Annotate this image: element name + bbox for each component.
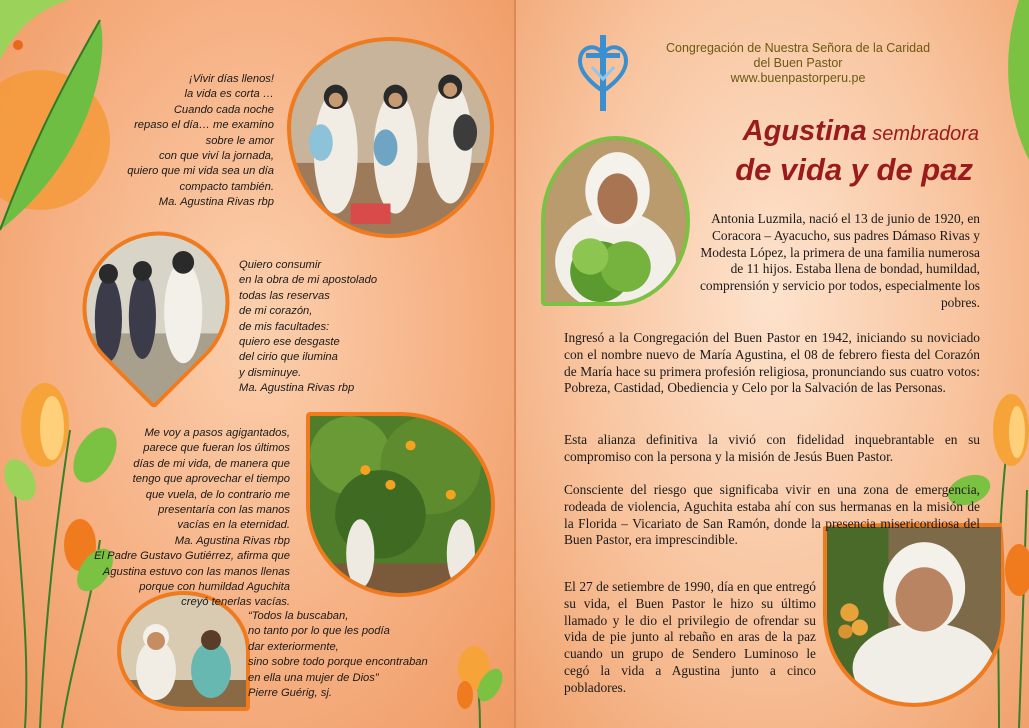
bio-paragraph-2: Ingresó a la Congregación del Buen Pastor en 1942, iniciando su noviciado con el nombre nuevo de María Agustina, el 08 de febrero fiesta del Corazón de María hace su primera profesión religiosa, pronunciando sus cuatro votos: Pobreza, Castidad, Obediencia y Celo por la Salvación de las Personas. [564,330,980,396]
photo-nuns-with-babies [287,37,494,238]
photo-orange-tree-harvest [306,412,495,597]
quote-line: en la obra de mi apostolado [239,274,378,287]
org-website: www.buenpastorperu.pe [730,71,866,85]
bio-paragraph-3: Esta alianza definitiva la vivió con fidelidad inquebrantable en su compromiso con la persona y la misión de Jesús Buen Pastor. [564,432,980,464]
quote-line: quiero ese desgaste [239,336,340,349]
quote-line: sino sobre todo porque encontraban [248,656,428,669]
quote-line: repaso el día… me examino [134,119,274,132]
photo-agustina-smiling [823,523,1005,707]
quote-line: días de mi vida, de manera que [133,457,290,470]
quote-line: quiero que mi vida sea un día [127,165,274,178]
quote-line: dar exteriormente, [248,640,339,653]
quote-line: tengo que aprovechar el tiempo [132,473,290,486]
title-subtitle: sembradora [866,123,979,145]
title-name: Agustina [742,115,867,147]
quote-me-voy-a-pasos [94,426,290,611]
quote-line: de mis facultades: [239,320,330,333]
quote-line: Cuando cada noche [173,103,274,116]
quote-vivir-dias-llenos [127,72,274,211]
quote-line: Me voy a pasos agigantados, [144,427,290,439]
quote-attribution: Ma. Agustina Rivas rbp [158,196,274,209]
quote-line: de mi corazón, [239,305,313,318]
quote-line: compacto también. [179,180,274,193]
organization-header [648,41,948,86]
quote-line: Agustina estuvo con las manos llenas [102,565,290,578]
quote-line: vacías en la eternidad. [177,519,290,532]
photo-agustina-with-lettuce [541,136,690,306]
quote-line: sobre le amor [205,134,274,147]
cross-heart-logo-icon [572,33,634,113]
bio-paragraph-1: Antonia Luzmila, nació el 13 de junio de 1920, en Coracora – Ayacucho, sus padres Dámaso Rivas y Modesta López, la primera de una familia numerosa de 11 hijos. Estaba llena de bondad, humildad, comprensión y servicio por todos, especialmente los pobres. [699,211,980,310]
quote-line: que vuela, de lo contrario me [145,488,290,501]
quote-quiero-consumir [239,258,377,397]
quote-attribution: Ma. Agustina Rivas rbp [174,534,290,547]
flower-decoration-bottom [450,640,514,728]
quote-line: El Padre Gustavo Gutiérrez, afirma que [94,550,290,563]
quote-line: Quiero consumir [239,259,322,271]
page-title-line2: de vida y de paz [735,152,973,187]
quote-line: con que viví la jornada, [158,150,274,163]
green-leaf-decoration-top-left [0,0,120,240]
org-name: Congregación de Nuestra Señora de la Caridad [665,41,931,55]
quote-attribution: Pierre Guérig, sj. [248,687,332,700]
left-page [0,0,514,728]
bio-paragraph-4: Consciente del riesgo que significaba vivir en una zona de emergencia, rodeada de violencia, Aguchita estaba ahí con sus hermanas en la misión de la Florida – Vicariato de San Ramón, donde la presencia misericordiosa del Buen Pastor, era imprescindible. [564,482,980,548]
quote-line: la vida es corta … [184,88,274,101]
org-name-line2: del Buen Pastor [753,56,843,70]
quote-line: no tanto por lo que les podía [248,625,390,638]
quote-line: creyó tenerlas vacías. [181,596,290,609]
page-title [743,115,979,148]
quote-line: todas las reservas [239,289,330,302]
quote-line: del cirio que ilumina [239,351,338,364]
quote-line: presentaría con las manos [158,504,290,517]
quote-line: y disminuye. [239,366,302,379]
quote-line: parece que fueran los últimos [143,442,290,455]
quote-line: ¡Vivir días llenos! [189,73,274,85]
quote-line: “Todos la buscaban, [248,610,349,622]
quote-todos-la-buscaban [248,609,428,701]
quote-line: porque con humildad Aguchita [139,581,290,594]
leaf-decoration-top-right [999,0,1029,160]
quote-attribution: Ma. Agustina Rivas rbp [239,382,355,395]
quote-line: en ella una mujer de Dios” [248,671,379,684]
bio-paragraph-5: El 27 de setiembre de 1990, día en que entregó su vida, el Buen Pastor le hizo su último llamado y le dio el privilegio de ofrendar su vida de pie junto al rebaño en aras de la paz cuando un grupo de Sendero Luminoso le cegó la vida a Agustina junto a cinco pobladores. [564,579,816,695]
